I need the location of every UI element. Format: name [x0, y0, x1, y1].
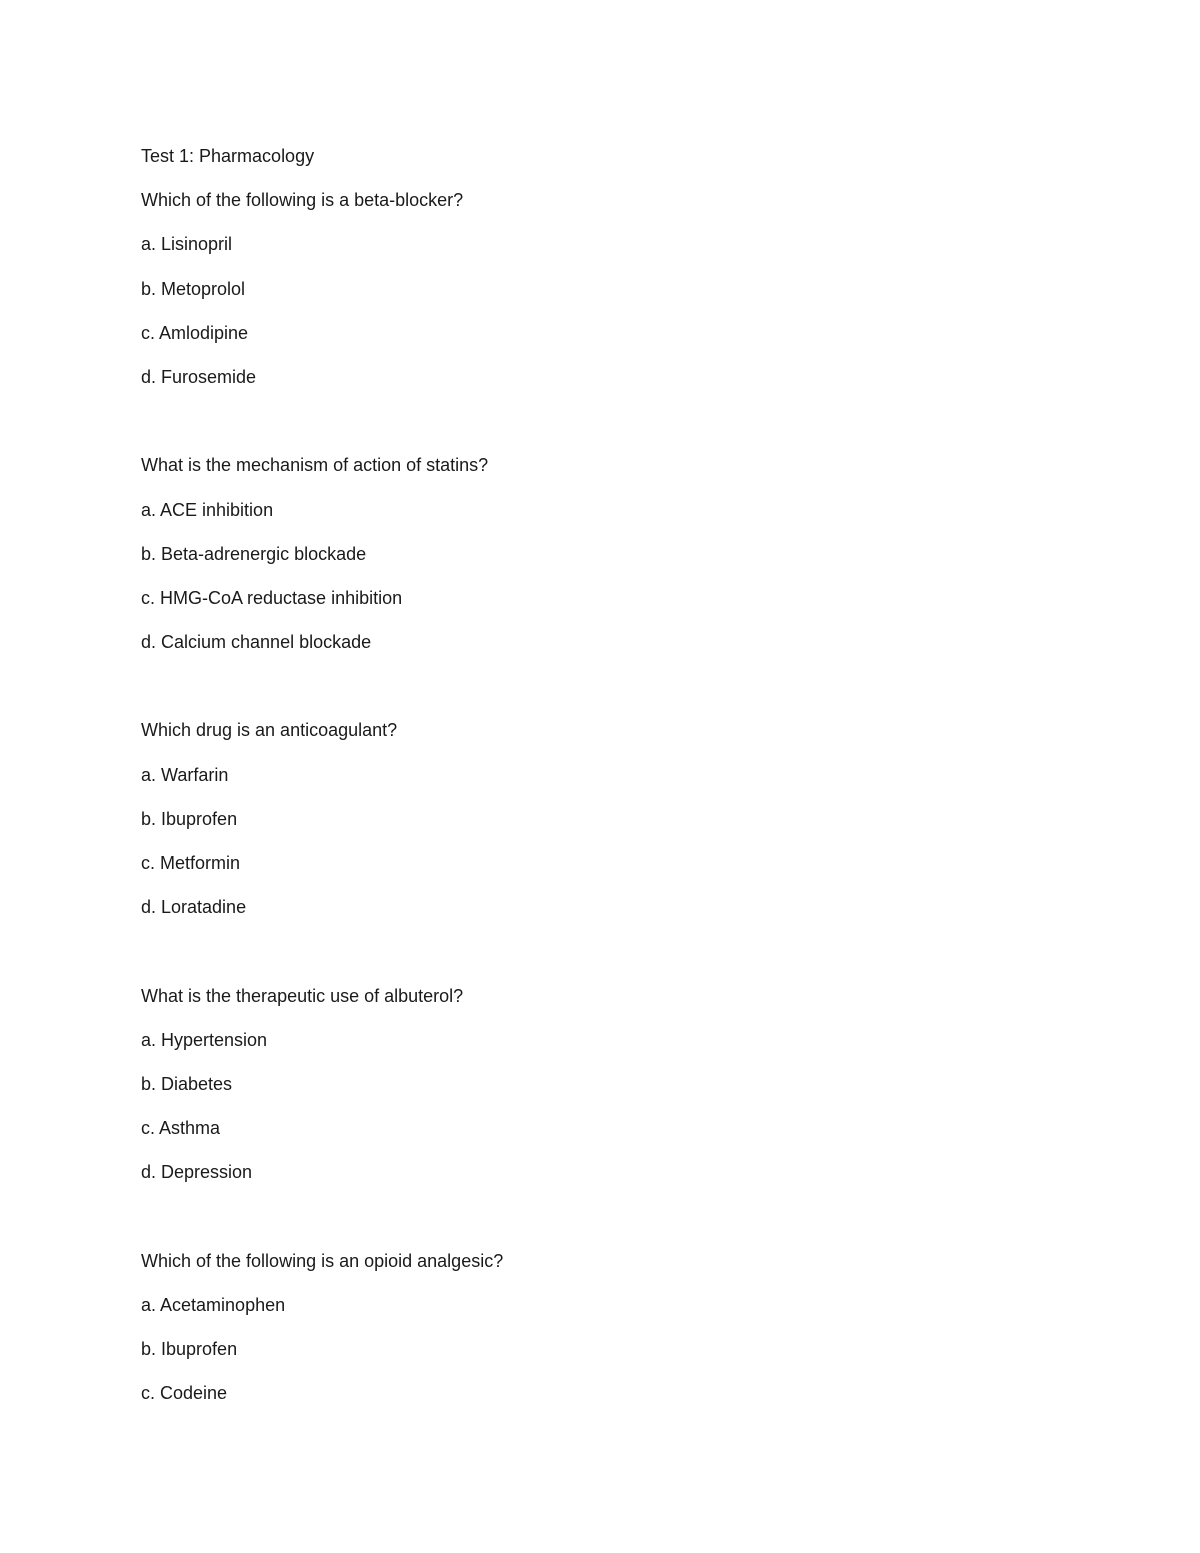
question-3	[141, 718, 1091, 939]
answer-option: a. Hypertension	[141, 1029, 268, 1050]
answer-option: b. Metoprolol	[141, 278, 246, 299]
answer-option: d. Depression	[141, 1162, 253, 1183]
answer-option: d. Calcium channel blockade	[141, 632, 372, 653]
document-title: Test 1: Pharmacology	[141, 146, 315, 166]
answer-option: c. HMG-CoA reductase inhibition	[141, 587, 403, 608]
document-body	[141, 144, 1091, 1425]
answer-option: c. Amlodipine	[141, 322, 249, 343]
answer-option: d. Furosemide	[141, 366, 257, 387]
question-text: Which of the following is an opioid analgesic?	[141, 1250, 504, 1271]
answer-option: b. Ibuprofen	[141, 1339, 238, 1360]
question-text: Which drug is an anticoagulant?	[141, 720, 398, 741]
answer-option: c. Asthma	[141, 1118, 221, 1139]
answer-option: b. Beta-adrenergic blockade	[141, 543, 367, 564]
answer-option: b. Diabetes	[141, 1073, 233, 1094]
question-text: What is the mechanism of action of statins?	[141, 455, 489, 476]
question-5	[141, 1249, 1091, 1426]
answer-option: a. Warfarin	[141, 764, 229, 785]
question-text: Which of the following is a beta-blocker?	[141, 190, 464, 211]
question-2	[141, 453, 1091, 674]
question-4	[141, 984, 1091, 1205]
question-text: What is the therapeutic use of albuterol?	[141, 985, 464, 1006]
answer-option: c. Metformin	[141, 853, 241, 873]
question-1	[141, 188, 1091, 409]
answer-option: c. Codeine	[141, 1383, 228, 1404]
answer-option: d. Loratadine	[141, 897, 247, 918]
answer-option: a. Lisinopril	[141, 234, 233, 255]
answer-option: a. Acetaminophen	[141, 1294, 286, 1315]
answer-option: b. Ibuprofen	[141, 808, 238, 829]
answer-option: a. ACE inhibition	[141, 499, 274, 520]
